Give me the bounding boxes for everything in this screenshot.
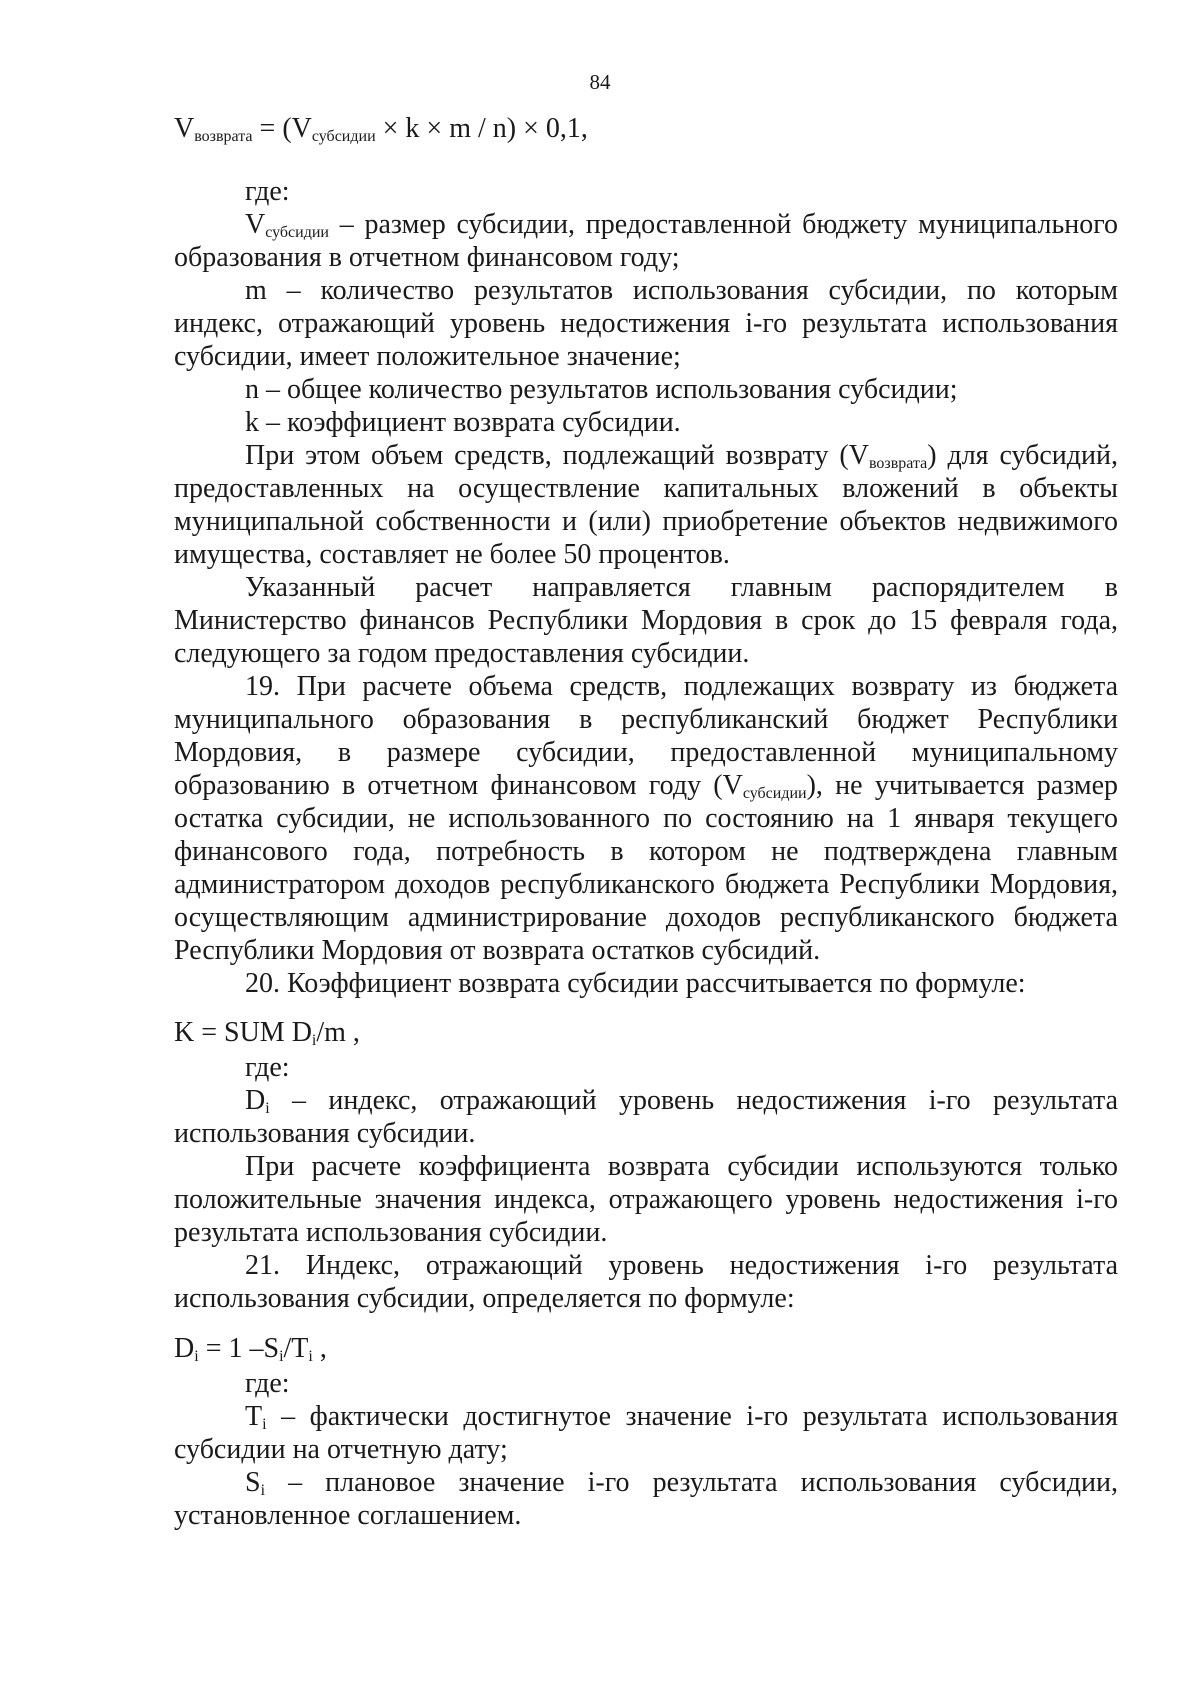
definition-s: $S_i$ – плановое значение i-го результата использования субсидии, установленное соглашением.	[174, 1467, 1118, 1531]
paragraph-21: 21. Индекс, отражающий уровень недостижения i-го результата использования субсидии, определяется по формуле:	[174, 1250, 1118, 1314]
definition-n: n – общее количество результатов использования субсидии;	[245, 374, 958, 405]
formula-return-volume: $V_{возврата} = (V_{субсидии} \times k \times m / n) \times 0,1$,	[174, 113, 588, 145]
document-body	[174, 112, 1118, 1532]
where-label-2: где:	[245, 1052, 290, 1083]
page-number: 84	[589, 70, 611, 94]
paragraph-positive-values: При расчете коэффициента возврата субсидии используются только положительные значения индекса, отражающего уровень недостижения i-го результата использования субсидии.	[174, 1151, 1118, 1248]
paragraph-20: 20. Коэффициент возврата субсидии рассчитывается по формуле:	[245, 968, 1026, 999]
definition-t: $T_i$ – фактически достигнутое значение i-го результата использования субсидии на отчетную дату;	[174, 1401, 1118, 1465]
formula-index: $D_i = 1$ $-S_i/T_i$ ,	[174, 1333, 327, 1365]
formula-coefficient: K = SUM $D_i/m$ ,	[174, 1017, 360, 1049]
definition-v-subsidy: $V_{субсидии}$ – размер субсидии, предоставленной бюджету муниципального образования в отчетном финансовом году;	[174, 209, 1118, 273]
where-label-3: где:	[245, 1368, 290, 1399]
where-label: где:	[245, 176, 290, 207]
paragraph-19: 19. При расчете объема средств, подлежащих возврату из бюджета муниципального образования в республиканский бюджет Республики Мордовия, в размере субсидии, предоставленной муниципальному образованию в отчетном финансовом году $(V_{субсидии})$, не учитывается размер остатка субсидии, не использованного по состоянию на 1 января текущего финансового года, потребность в котором не подтверждена главным администратором доходов республиканского бюджета Республики Мордовия, осуществляющим администрирование доходов республиканского бюджета Республики Мордовия от возврата остатков субсидий.	[174, 671, 1118, 966]
definition-k: k – коэффициент возврата субсидии.	[245, 407, 681, 438]
definition-m: m – количество результатов использования субсидии, по которым индекс, отражающий уровень недостижения i-го результата использования субсидии, имеет положительное значение;	[174, 275, 1118, 372]
paragraph-calculation-submission: Указанный расчет направляется главным распорядителем в Министерство финансов Республики Мордовия в срок до 15 февраля года, следующего за годом предоставления субсидии.	[174, 572, 1118, 669]
definition-d-index: $D_i$ – индекс, отражающий уровень недостижения i-го результата использования субсидии.	[174, 1085, 1118, 1149]
paragraph-return-limit: При этом объем средств, подлежащий возврату $(V_{возврата})$ для субсидий, предоставленных на осуществление капитальных вложений в объекты муниципальной собственности и (или) приобретение объектов недвижимого имущества, составляет не более 50 процентов.	[174, 440, 1119, 570]
